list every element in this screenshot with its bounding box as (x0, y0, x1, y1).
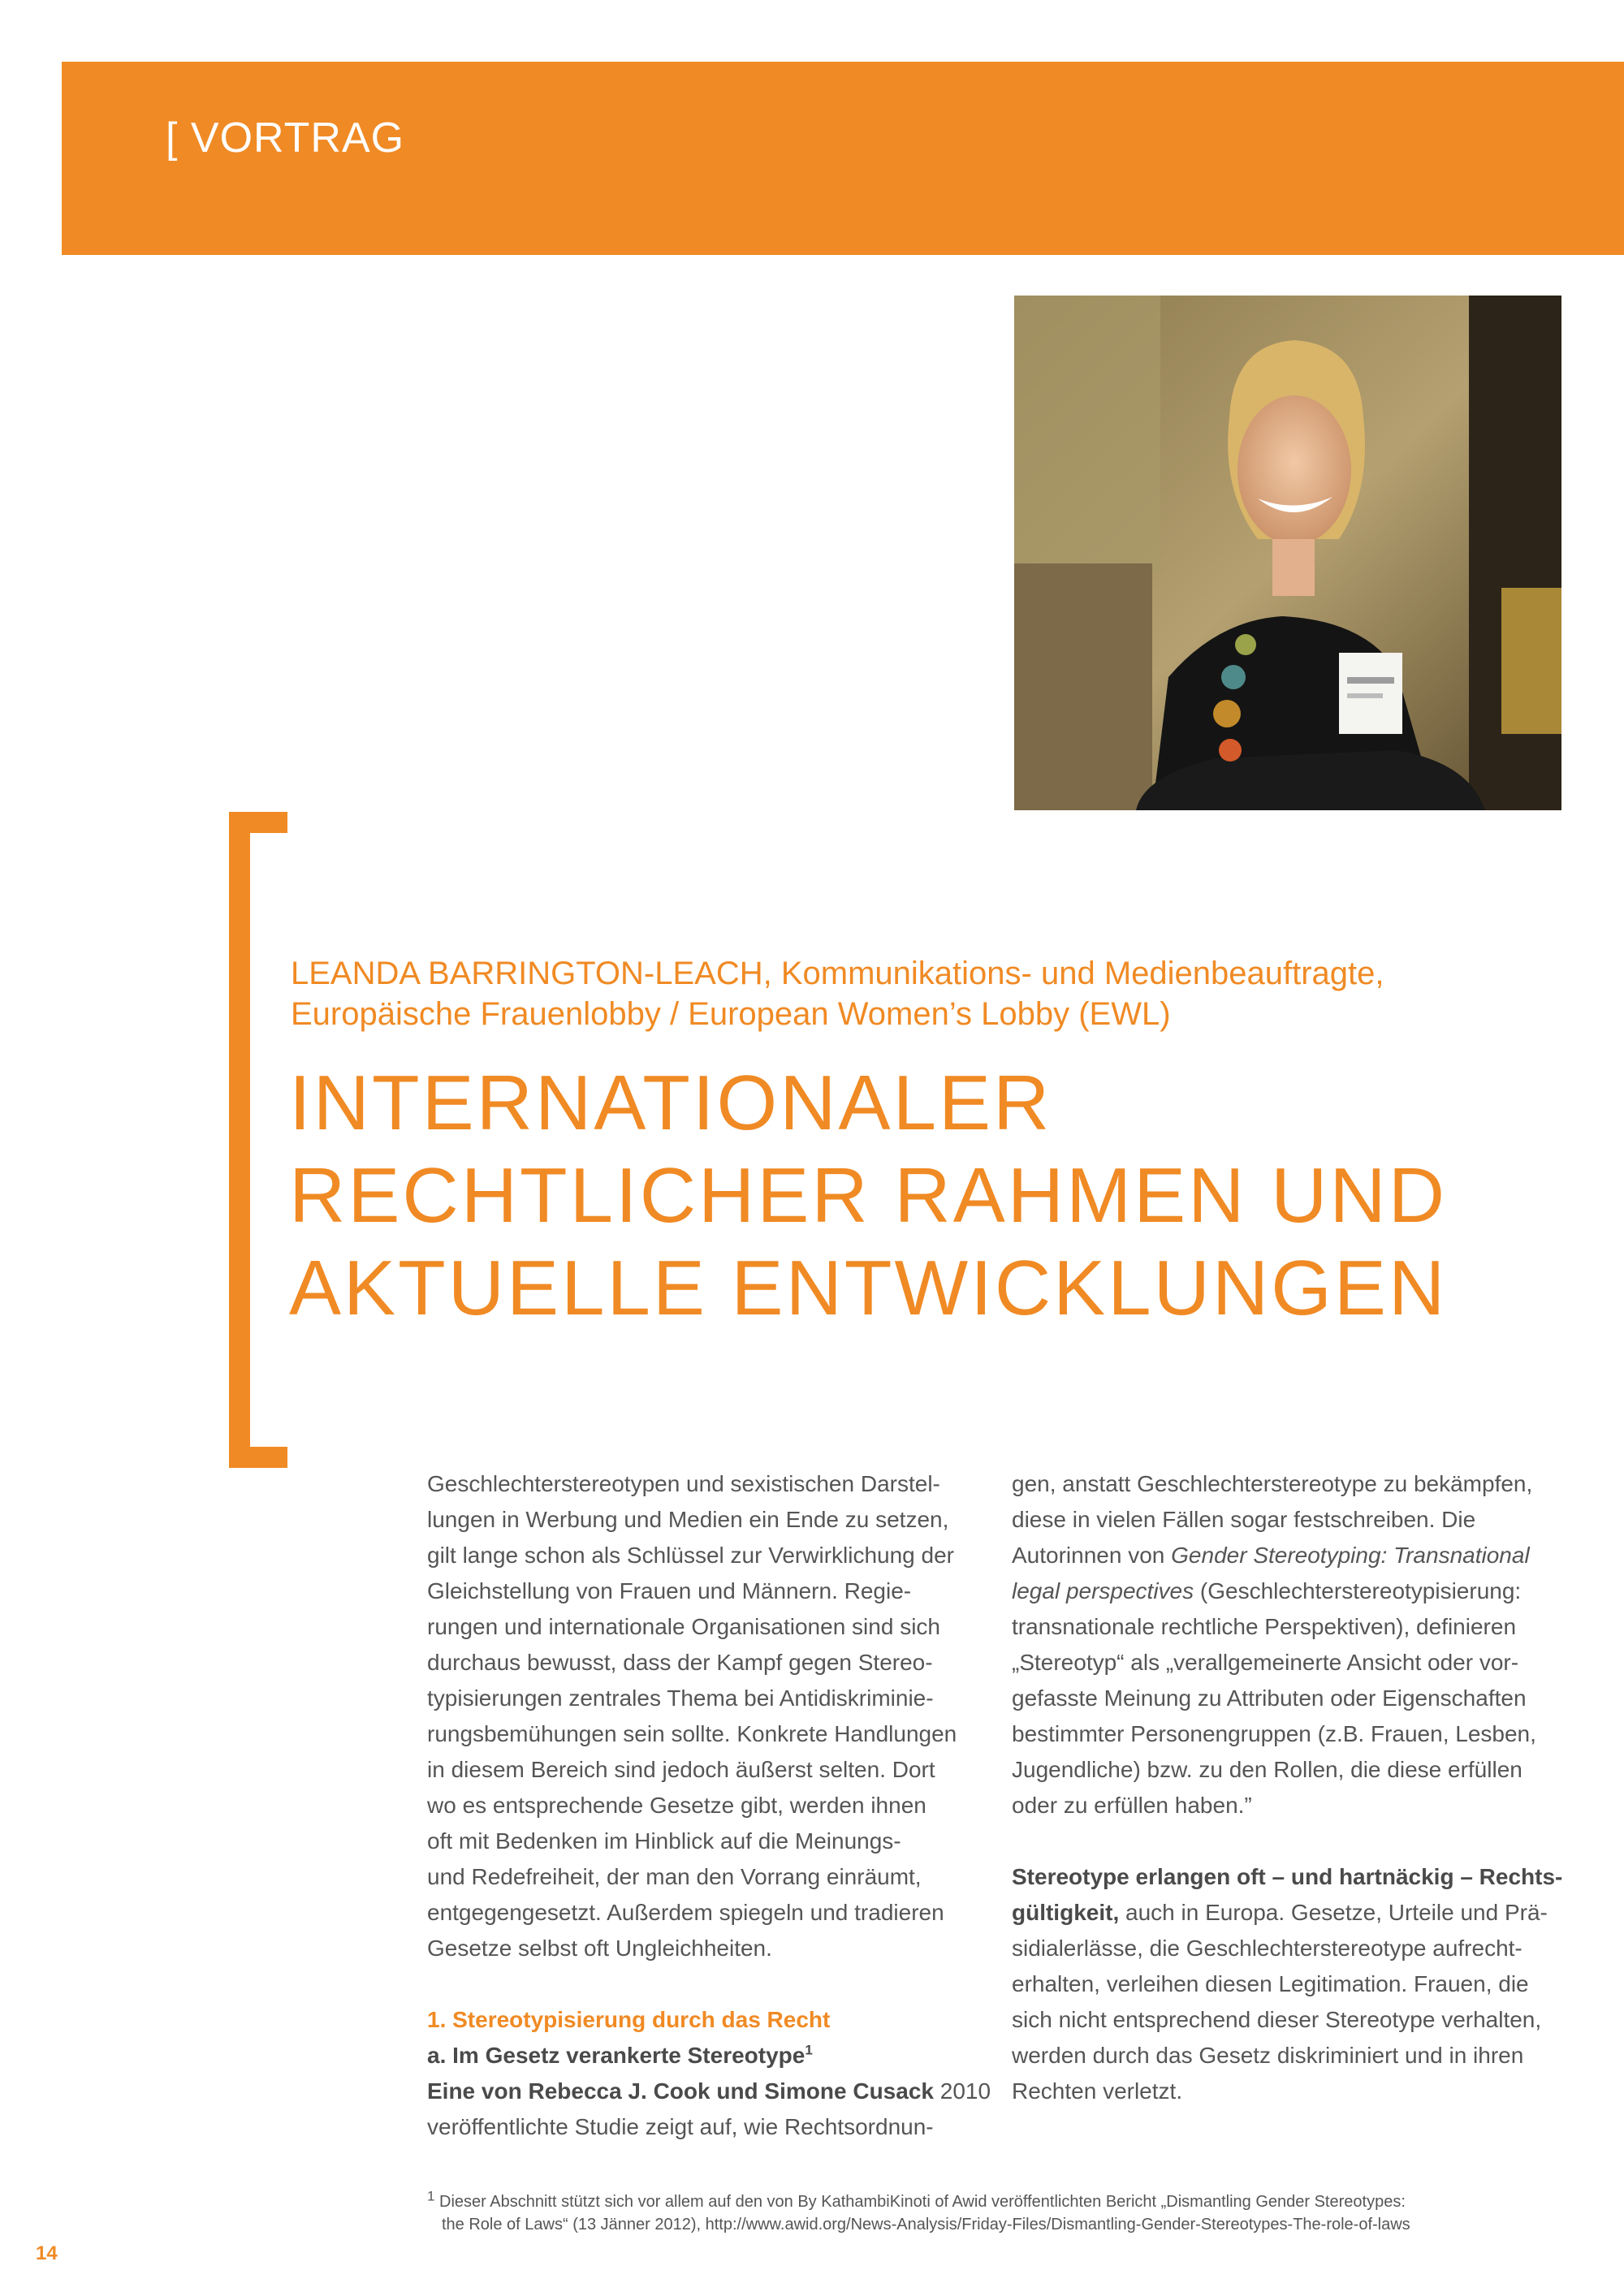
footnote-ref: 1 (805, 2042, 813, 2058)
body-line: lungen in Werbung und Medien ein Ende zu setzen, (427, 1507, 949, 1532)
body-line: gilt lange schon als Schlüssel zur Verwirklichung der (427, 1543, 954, 1568)
study-authors: Eine von Rebecca J. Cook und Simone Cusack (427, 2078, 934, 2104)
section-heading: 1. Stereotypisierung durch das Recht (427, 2007, 831, 2032)
footnote-text: Dieser Abschnitt stützt sich vor allem auf den von By KathambiKinoti of Awid veröffentlichten Bericht „Dismantling Gender Stereotypes: (434, 2193, 1406, 2211)
text-column-right (1012, 1466, 1580, 2109)
body-line: gen, anstatt Geschlechterstereotype zu bekämpfen, (1012, 1471, 1533, 1496)
body-line: werden durch das Gesetz diskriminiert und in ihren (1012, 2043, 1524, 2068)
headline-line: INTERNATIONALER (289, 1060, 1052, 1146)
body-line: gefasste Meinung zu Attributen oder Eigenschaften (1012, 1685, 1527, 1711)
section-label: [ VORTRAG (166, 114, 405, 162)
body-text: auch in Europa. Gesetze, Urteile und Prä- (1119, 1900, 1548, 1925)
page-number: 14 (36, 2242, 58, 2264)
body-line: oder zu erfüllen haben.” (1012, 1793, 1252, 1818)
body-line-emphasis: Stereotype erlangen oft – und hartnäckig – Rechts- (1012, 1864, 1563, 1889)
body-line: in diesem Bereich sind jedoch äußerst selten. Dort (427, 1757, 935, 1782)
intro-paragraph (427, 1466, 996, 1966)
body-line: veröffentlichte Studie zeigt auf, wie Rechtsordnun- (427, 2114, 934, 2139)
body-line: Rechten verletzt. (1012, 2078, 1183, 2104)
subheading (427, 2038, 996, 2074)
text-column-left (427, 1466, 996, 2145)
author-line: LEANDA BARRINGTON-LEACH, Kommunikations- und Medienbeauftragte, (291, 956, 1384, 991)
headline-line: RECHTLICHER RAHMEN UND (289, 1152, 1448, 1239)
footnote-line: the Role of Laws“ (13 Jänner 2012), http://www.awid.org/News-Analysis/Friday-Files/Dismantling-Gender-Stereotypes-The-role-of-laws (442, 2216, 1410, 2233)
body-line: Gesetze selbst oft Ungleichheiten. (427, 1936, 772, 1961)
body-line: Geschlechterstereotypen und sexistischen Darstel- (427, 1471, 940, 1496)
body-line: transnationale rechtliche Perspektiven), definieren (1012, 1614, 1517, 1639)
author-byline (291, 953, 1541, 1034)
body-line: und Redefreiheit, der man den Vorrang einräumt, (427, 1864, 922, 1889)
body-line (1012, 1538, 1580, 1573)
body-line (1012, 1573, 1580, 1609)
body-line: entgegengesetzt. Außerdem spiegeln und tradieren (427, 1900, 944, 1925)
body-line: sidialerlässe, die Geschlechterstereotype aufrecht- (1012, 1936, 1522, 1961)
footnote-marker: 1 (427, 2188, 435, 2204)
body-line: Jugendliche) bzw. zu den Rollen, die diese erfüllen (1012, 1757, 1522, 1782)
body-line: diese in vielen Fällen sogar festschreiben. Die (1012, 1507, 1476, 1532)
study-year: 2010 (933, 2078, 991, 2104)
book-title: legal perspectives (1012, 1578, 1194, 1603)
footnote (427, 2190, 1613, 2236)
body-line: oft mit Bedenken im Hinblick auf die Meinungs- (427, 1828, 901, 1854)
headline-line: AKTUELLE ENTWICKLUNGEN (289, 1245, 1448, 1331)
subheading-text: a. Im Gesetz verankerte Stereotype (427, 2043, 806, 2068)
body-text: (Geschlechterstereotypisierung: (1194, 1578, 1522, 1603)
body-line: rungsbemühungen sein sollte. Konkrete Handlungen (427, 1721, 957, 1746)
footnote-line (427, 2190, 1613, 2213)
body-line (427, 2074, 996, 2109)
body-line: „Stereotyp“ als „verallgemeinerte Ansicht oder vor- (1012, 1650, 1519, 1675)
speaker-photo (1014, 296, 1561, 810)
author-affiliation: Europäische Frauenlobby / European Women’s Lobby (EWL) (291, 996, 1171, 1032)
speaker-photo-image (1014, 296, 1561, 810)
body-line: sich nicht entsprechend dieser Stereotype verhalten, (1012, 2007, 1542, 2032)
body-text: Autorinnen von (1012, 1543, 1172, 1568)
body-line: Gleichstellung von Frauen und Männern. Regie- (427, 1578, 912, 1603)
body-line: typisierungen zentrales Thema bei Antidiskriminie- (427, 1685, 934, 1711)
body-line: erhalten, verleihen diesen Legitimation. Frauen, die (1012, 1971, 1529, 1996)
decorative-bracket (229, 812, 287, 1468)
body-line (1012, 1895, 1580, 1931)
body-line: durchaus bewusst, dass der Kampf gegen Stereo- (427, 1650, 933, 1675)
body-line: rungen und internationale Organisationen sind sich (427, 1614, 940, 1639)
body-line: bestimmter Personengruppen (z.B. Frauen, Lesben, (1012, 1721, 1536, 1746)
emphasis-text: gültigkeit, (1012, 1900, 1120, 1925)
book-title: Gender Stereotyping: Transnational (1171, 1543, 1530, 1568)
article-headline (289, 1057, 1556, 1335)
body-line: wo es entsprechende Gesetze gibt, werden ihnen (427, 1793, 926, 1818)
